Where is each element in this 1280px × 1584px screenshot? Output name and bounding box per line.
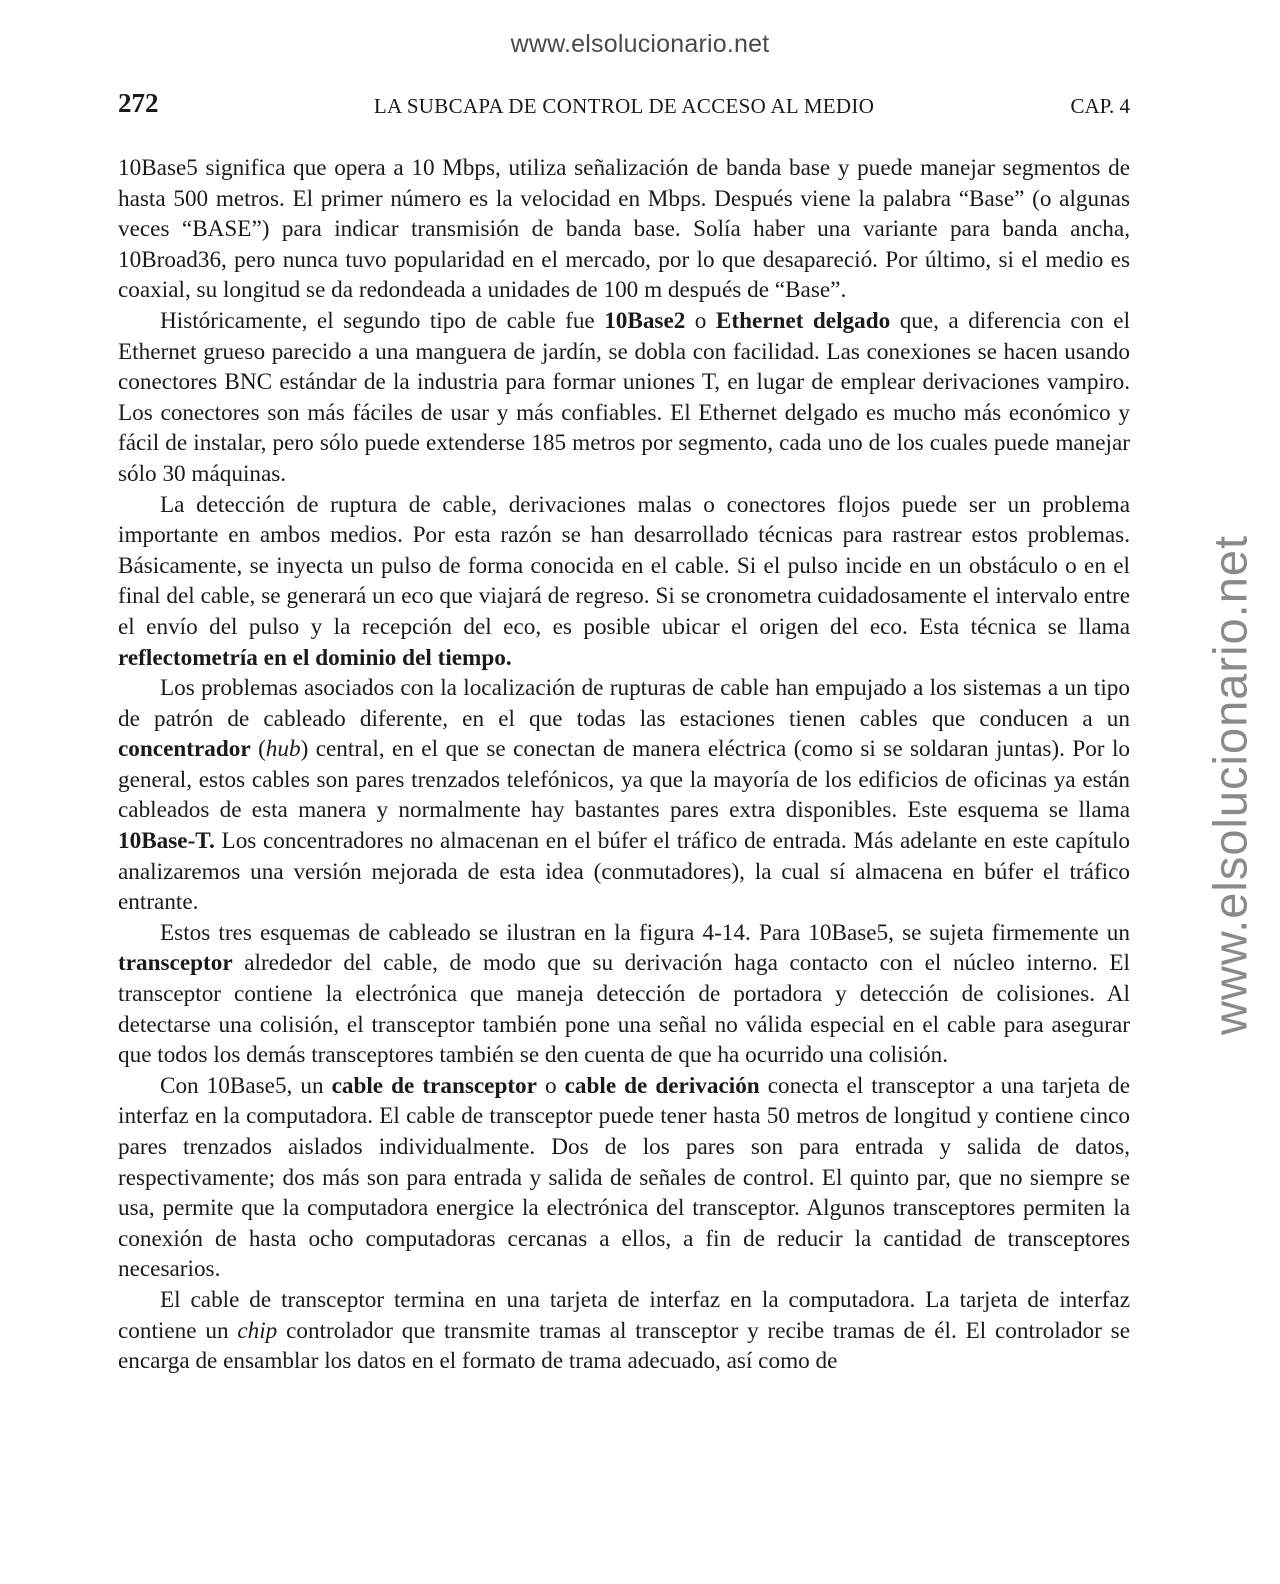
chapter-tag: CAP. 4 xyxy=(1070,94,1130,118)
page-number: 272 xyxy=(118,88,159,118)
text-run: o xyxy=(685,307,716,334)
text-run: conecta el transceptor a una tarjeta de interfaz en la computadora. El cable de transceptor puede tener hasta 50 metros de longitud y contiene cinco pares trenzados aislados individualmente. Dos de los pares son para entrada y salida de datos, respectivamente; dos más son para entrada y salida de señales de control. El quinto par, que no siempre se usa, permite que la computadora energice la electrónica del transceptor. Algunos transceptores permiten la conexión de hasta ocho computadoras cercanas a ellos, a fin de reducir la cantidad de transceptores necesarios. xyxy=(118,1072,1130,1283)
paragraph-6 xyxy=(118,1071,1130,1285)
body-text xyxy=(118,153,1130,1377)
term-hub: hub xyxy=(265,736,301,763)
text-run: controlador que transmite tramas al transceptor y recibe tramas de él. El controlador se encarga de ensamblar los datos en el formato de trama adecuado, así como de xyxy=(118,1317,1130,1375)
paragraph-7 xyxy=(118,1285,1130,1377)
text-run: La detección de ruptura de cable, derivaciones malas o conectores flojos puede ser un problema importante en ambos medios. Por esta razón se han desarrollado técnicas para rastrear estos problemas. Básicamente, se inyecta un pulso de forma conocida en el cable. Si el pulso incide en un obstáculo o en el final del cable, se generará un eco que viajará de regreso. Si se cronometra cuidadosamente el intervalo entre el envío del pulso y la recepción del eco, es posible ubicar el origen del eco. Esta técnica se llama xyxy=(118,491,1130,640)
text-run: 10Base5 significa que opera a 10 Mbps, utiliza señalización de banda base y puede manejar segmentos de hasta 500 metros. El primer número es la velocidad en Mbps. Después viene la palabra “Base” (o algunas veces “BASE”) para indicar transmisión de banda base. Solía haber una variante para banda ancha, 10Broad36, pero nunca tuvo popularidad en el mercado, por lo que desapareció. Por último, si el medio es coaxial, su longitud se da redondeada a unidades de 100 m después de “Base”. xyxy=(118,155,1130,304)
text-run: alrededor del cable, de modo que su derivación haga contacto con el núcleo interno. El transceptor contiene la electrónica que maneja detección de portadora y detección de colisiones. Al detectarse una colisión, el transceptor también pone una señal no válida especial en el cable para asegurar que todos los demás transceptores también se den cuenta de que ha ocurrido una colisión. xyxy=(118,950,1130,1069)
text-run: ) central, en el que se conectan de manera eléctrica (como si se soldaran juntas). Por lo general, estos cables son pares trenzados telefónicos, ya que la mayoría de los edificios de oficinas ya están cableados de esta manera y normalmente hay bastantes pares extra disponibles. Este esquema se llama xyxy=(118,736,1130,824)
paragraph-5 xyxy=(118,918,1130,1071)
term-ethernet-delgado: Ethernet delgado xyxy=(715,307,891,334)
watermark-side: www.elsolucionario.net xyxy=(1203,534,1257,1036)
paragraph-1 xyxy=(118,153,1130,306)
text-run: Los problemas asociados con la localización de rupturas de cable han empujado a los sistemas a un tipo de patrón de cableado diferente, en el que todas las estaciones tienen cables que conducen a un xyxy=(118,675,1130,732)
text-run: El cable de transceptor termina en una tarjeta de interfaz en la computadora. La tarjeta de interfaz contiene un xyxy=(118,1286,1130,1344)
text-run: ( xyxy=(250,736,266,763)
term-chip: chip xyxy=(237,1317,278,1344)
watermark-top: www.elsolucionario.net xyxy=(510,30,770,58)
term-10base2: 10Base2 xyxy=(604,307,686,334)
text-run: que, a diferencia con el Ethernet grueso parecido a una manguera de jardín, se dobla con facilidad. Las conexiones se hacen usando conectores BNC estándar de la industria para formar uniones T, en lugar de emplear derivaciones vampiro. Los conectores son más fáciles de usar y más confiables. El Ethernet delgado es mucho más económico y fácil de instalar, pero sólo puede extenderse 185 metros por segmento, cada uno de los cuales puede manejar sólo 30 máquinas. xyxy=(118,307,1131,487)
text-run: Estos tres esquemas de cableado se ilustran en la figura 4-14. Para 10Base5, se sujeta firmemente un xyxy=(160,919,1130,946)
paragraph-3 xyxy=(118,490,1130,674)
paragraph-4 xyxy=(118,673,1130,918)
term-cable-de-derivacion: cable de derivación xyxy=(564,1072,760,1099)
running-title: LA SUBCAPA DE CONTROL DE ACCESO AL MEDIO xyxy=(373,94,875,118)
paragraph-2 xyxy=(118,306,1130,490)
term-cable-de-transceptor: cable de transceptor xyxy=(331,1072,537,1099)
term-reflectometria: reflectometría en el dominio del tiempo. xyxy=(118,644,512,671)
text-run: Con 10Base5, un xyxy=(160,1072,332,1099)
term-concentrador: concentrador xyxy=(118,736,251,763)
text-run: Los concentradores no almacenan en el búfer el tráfico de entrada. Más adelante en este capítulo analizaremos una versión mejorada de esta idea (conmutadores), la cual sí almacena en búfer el tráfico entrante. xyxy=(118,828,1130,916)
running-head xyxy=(118,88,1130,122)
term-transceptor: transceptor xyxy=(118,950,233,977)
term-10base-t: 10Base-T. xyxy=(118,828,215,855)
text-run: Históricamente, el segundo tipo de cable fue xyxy=(160,307,605,334)
text-run: o xyxy=(536,1072,565,1099)
